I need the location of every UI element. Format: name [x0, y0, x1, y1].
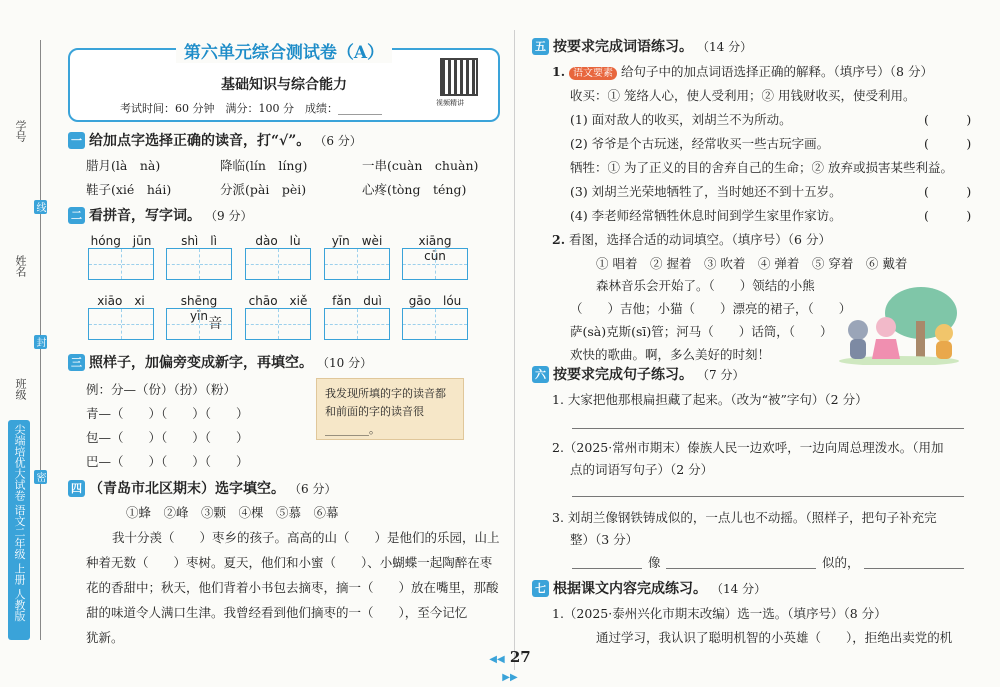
section-2-header — [68, 205, 252, 225]
example-line: 例：分—（份）（扮）（粉） — [86, 382, 237, 397]
section-points: （14 分） — [711, 581, 767, 596]
page-title: 第六单元综合测试卷（A） — [68, 38, 500, 63]
qr-label: 视频精讲 — [436, 99, 464, 107]
section-4-header — [68, 478, 336, 498]
section-badge: 六 — [532, 366, 549, 383]
answer-bracket[interactable]: ( ) — [924, 112, 972, 127]
given-character: 音 — [200, 309, 232, 339]
binding-chip: 线 — [34, 202, 45, 212]
section-7-header — [532, 578, 766, 598]
qr-code-icon[interactable] — [440, 58, 478, 96]
pinyin-prompt: fǎn duì — [332, 294, 382, 308]
passage-line: 我十分羡（ ）枣乡的孩子。高高的山（ ）是他们的乐园，山上 — [112, 530, 500, 545]
pinyin-prompt: shì lì — [181, 234, 217, 248]
section-1-header — [68, 130, 362, 150]
fill-line[interactable]: 森林音乐会开始了。（ ）领结的小熊 — [596, 278, 815, 293]
pinyin-choice[interactable]: 心疼(tòng téng) — [362, 182, 467, 197]
pinyin-prompt: xiāo xi — [97, 294, 145, 308]
binding-strip — [0, 0, 58, 687]
pinyin-prompt: xiāng cūn — [418, 234, 464, 263]
fill-row[interactable]: 青—（ ）（ ）（ ） — [86, 406, 249, 421]
pinyin-prompt: yīn wèi — [331, 234, 383, 248]
pinyin-choice[interactable]: 腊月(là nà) — [86, 158, 161, 173]
section-badge: 二 — [68, 207, 85, 224]
section-title: 根据课文内容完成练习。 — [553, 581, 707, 597]
fill-line: 欢快的歌曲。啊，多么美好的时刻！ — [570, 347, 771, 362]
section-title: 照样子，加偏旁变成新字，再填空。 — [89, 355, 313, 371]
question-text: 点的词语写句子）（2 分） — [570, 462, 714, 477]
fill-row[interactable]: 巴—（ ）（ ）（ ） — [86, 454, 249, 469]
question-line — [552, 230, 831, 248]
section-points: （14 分） — [697, 39, 753, 54]
section-badge: 一 — [68, 132, 85, 149]
writing-grid[interactable] — [402, 248, 468, 280]
brand-label: 尖端培优大试卷 语文二年级 上册 人教版 — [8, 420, 30, 640]
sub-question: (2) 爷爷是个古玩迷，经常收买一些古玩字画。 — [570, 136, 830, 151]
answer-bracket[interactable]: ( ) — [924, 184, 972, 199]
answer-bracket[interactable]: ( ) — [924, 208, 972, 223]
definition-line: 牺牲：① 为了正义的目的舍弃自己的生命；② 放弃或损害某些利益。 — [570, 160, 953, 175]
writing-grid[interactable] — [88, 308, 154, 340]
section-6-header — [532, 364, 744, 384]
question-number: 1. — [552, 64, 566, 79]
skill-tag: 语文要素 — [569, 67, 617, 80]
question-text: 3. 刘胡兰像钢铁铸成似的，一点儿也不动摇。（照样子，把句子补充完 — [552, 510, 937, 525]
answer-bracket[interactable]: ( ) — [924, 136, 972, 151]
question-text: 看图，选择合适的动词填空。（填序号）（6 分） — [569, 232, 831, 247]
section-5-header — [532, 36, 752, 56]
section-3-header — [68, 352, 372, 372]
exam-meta: 考试时间：60 分钟 满分：100 分 成绩：________ — [120, 102, 382, 115]
pattern-word: 似的， — [822, 555, 860, 570]
prev-arrows-icon: ◀◀ — [489, 654, 505, 665]
question-number: 2. — [552, 232, 566, 247]
pinyin-prompt: dào lù — [255, 234, 301, 248]
section-title: （青岛市北区期末）选字填空。 — [89, 481, 285, 497]
sub-question: (3) 刘胡兰光荣地牺牲了，当时她还不到十五岁。 — [570, 184, 842, 199]
writing-grid[interactable] — [88, 248, 154, 280]
pinyin-prompt: chāo xiě — [248, 294, 308, 308]
page-number — [480, 648, 540, 684]
page-subtitle: 基础知识与综合能力 — [221, 77, 347, 93]
binding-chip: 封 — [34, 337, 45, 347]
section-points: （10 分） — [317, 355, 373, 370]
writing-grid[interactable] — [245, 308, 311, 340]
binding-chip: 密 — [34, 472, 45, 482]
option-list: ①蜂 ②峰 ③颗 ④棵 ⑤慕 ⑥幕 — [126, 505, 339, 520]
sub-question: (4) 李老师经常牺牲休息时间到学生家里作家访。 — [570, 208, 842, 223]
section-points: （9 分） — [205, 208, 253, 223]
section-badge: 七 — [532, 580, 549, 597]
student-number-label: 学号 — [14, 120, 27, 142]
question-text: 2.（2025·常州市期末）傣族人民一边欢呼，一边向周总理泼水。（用加 — [552, 440, 944, 455]
section-points: （6 分） — [289, 481, 337, 496]
section-title: 给加点字选择正确的读音，打“√”。 — [89, 133, 311, 149]
writing-grid[interactable] — [166, 248, 232, 280]
pinyin-prompt: gāo lóu — [408, 294, 462, 308]
pinyin-prompt: hóng jūn — [90, 234, 152, 248]
fill-line[interactable]: 通过学习，我认识了聪明机智的小英雄（ ），拒绝出卖党的机 — [596, 630, 953, 645]
option-list: ① 唱着 ② 握着 ③ 吹着 ④ 弹着 ⑤ 穿着 ⑥ 戴着 — [596, 256, 908, 271]
passage-line: 花的香甜中；秋天，他们背着小书包去摘枣，摘一（ ）放在嘴里，那酸 — [86, 580, 499, 595]
answer-line[interactable] — [666, 568, 816, 569]
passage-line: 犹新。 — [86, 630, 124, 645]
hint-note: 我发现所填的字的读音都和前面的字的读音很________。 — [316, 378, 464, 440]
student-name-label: 姓名 — [14, 255, 27, 277]
section-title: 按要求完成句子练习。 — [553, 367, 693, 383]
writing-grid[interactable] — [166, 308, 232, 340]
pinyin-choice[interactable]: 分派(pài pèi) — [220, 182, 307, 197]
definition-line: 收买：① 笼络人心，使人受利用；② 用钱财收买，使受利用。 — [570, 88, 916, 103]
writing-grid[interactable] — [324, 308, 390, 340]
passage-line: 种着无数（ ）枣树。夏天，他们和小蜜（ ）、小蝴蝶一起陶醉在枣 — [86, 555, 493, 570]
forest-concert-illustration — [836, 285, 962, 365]
pinyin-prompt: shēng yīn — [180, 294, 230, 323]
section-badge: 四 — [68, 480, 85, 497]
fill-line[interactable]: 萨(sà)克斯(sī)管；河马（ ）话筒，（ ） — [570, 324, 833, 339]
pinyin-choice[interactable]: 鞋子(xié hái) — [86, 182, 172, 197]
section-title: 按要求完成词语练习。 — [553, 39, 693, 55]
fill-row[interactable]: 包—（ ）（ ）（ ） — [86, 430, 249, 445]
sub-question: (1) 面对敌人的收买，刘胡兰不为所动。 — [570, 112, 792, 127]
answer-line[interactable] — [572, 496, 964, 497]
next-arrows-icon: ▶▶ — [502, 672, 518, 683]
pattern-word: 像 — [648, 555, 661, 570]
answer-line[interactable] — [572, 568, 642, 569]
section-points: （7 分） — [697, 367, 745, 382]
page-divider — [514, 30, 515, 670]
answer-line[interactable] — [572, 428, 964, 429]
pinyin-choice[interactable]: 降临(lín líng) — [220, 158, 308, 173]
question-text: 1.（2025·泰州兴化市期末改编）选一选。（填序号）（8 分） — [552, 606, 887, 621]
class-label: 班级 — [14, 378, 27, 400]
writing-grid[interactable] — [402, 308, 468, 340]
question-text: 给句子中的加点词语选择正确的解释。（填序号）（8 分） — [621, 64, 933, 79]
section-badge: 五 — [532, 38, 549, 55]
page-number-value: 27 — [509, 648, 531, 666]
question-text: 整）（3 分） — [570, 532, 639, 547]
section-badge: 三 — [68, 354, 85, 371]
fill-line[interactable]: （ ）吉他；小猫（ ）漂亮的裙子，（ ） — [570, 301, 852, 316]
writing-grid[interactable] — [324, 248, 390, 280]
pinyin-choice[interactable]: 一串(cuàn chuàn) — [362, 158, 479, 173]
question-line — [552, 62, 933, 80]
question-text: 1. 大家把他那根扁担藏了起来。（改为“被”字句）（2 分） — [552, 392, 868, 407]
writing-grid[interactable] — [245, 248, 311, 280]
section-points: （6 分） — [314, 133, 362, 148]
answer-line[interactable] — [864, 568, 964, 569]
passage-line: 甜的味道令人满口生津。我曾经看到他们摘枣的一（ ），至今记忆 — [86, 605, 468, 620]
section-title: 看拼音，写字词。 — [89, 208, 201, 224]
